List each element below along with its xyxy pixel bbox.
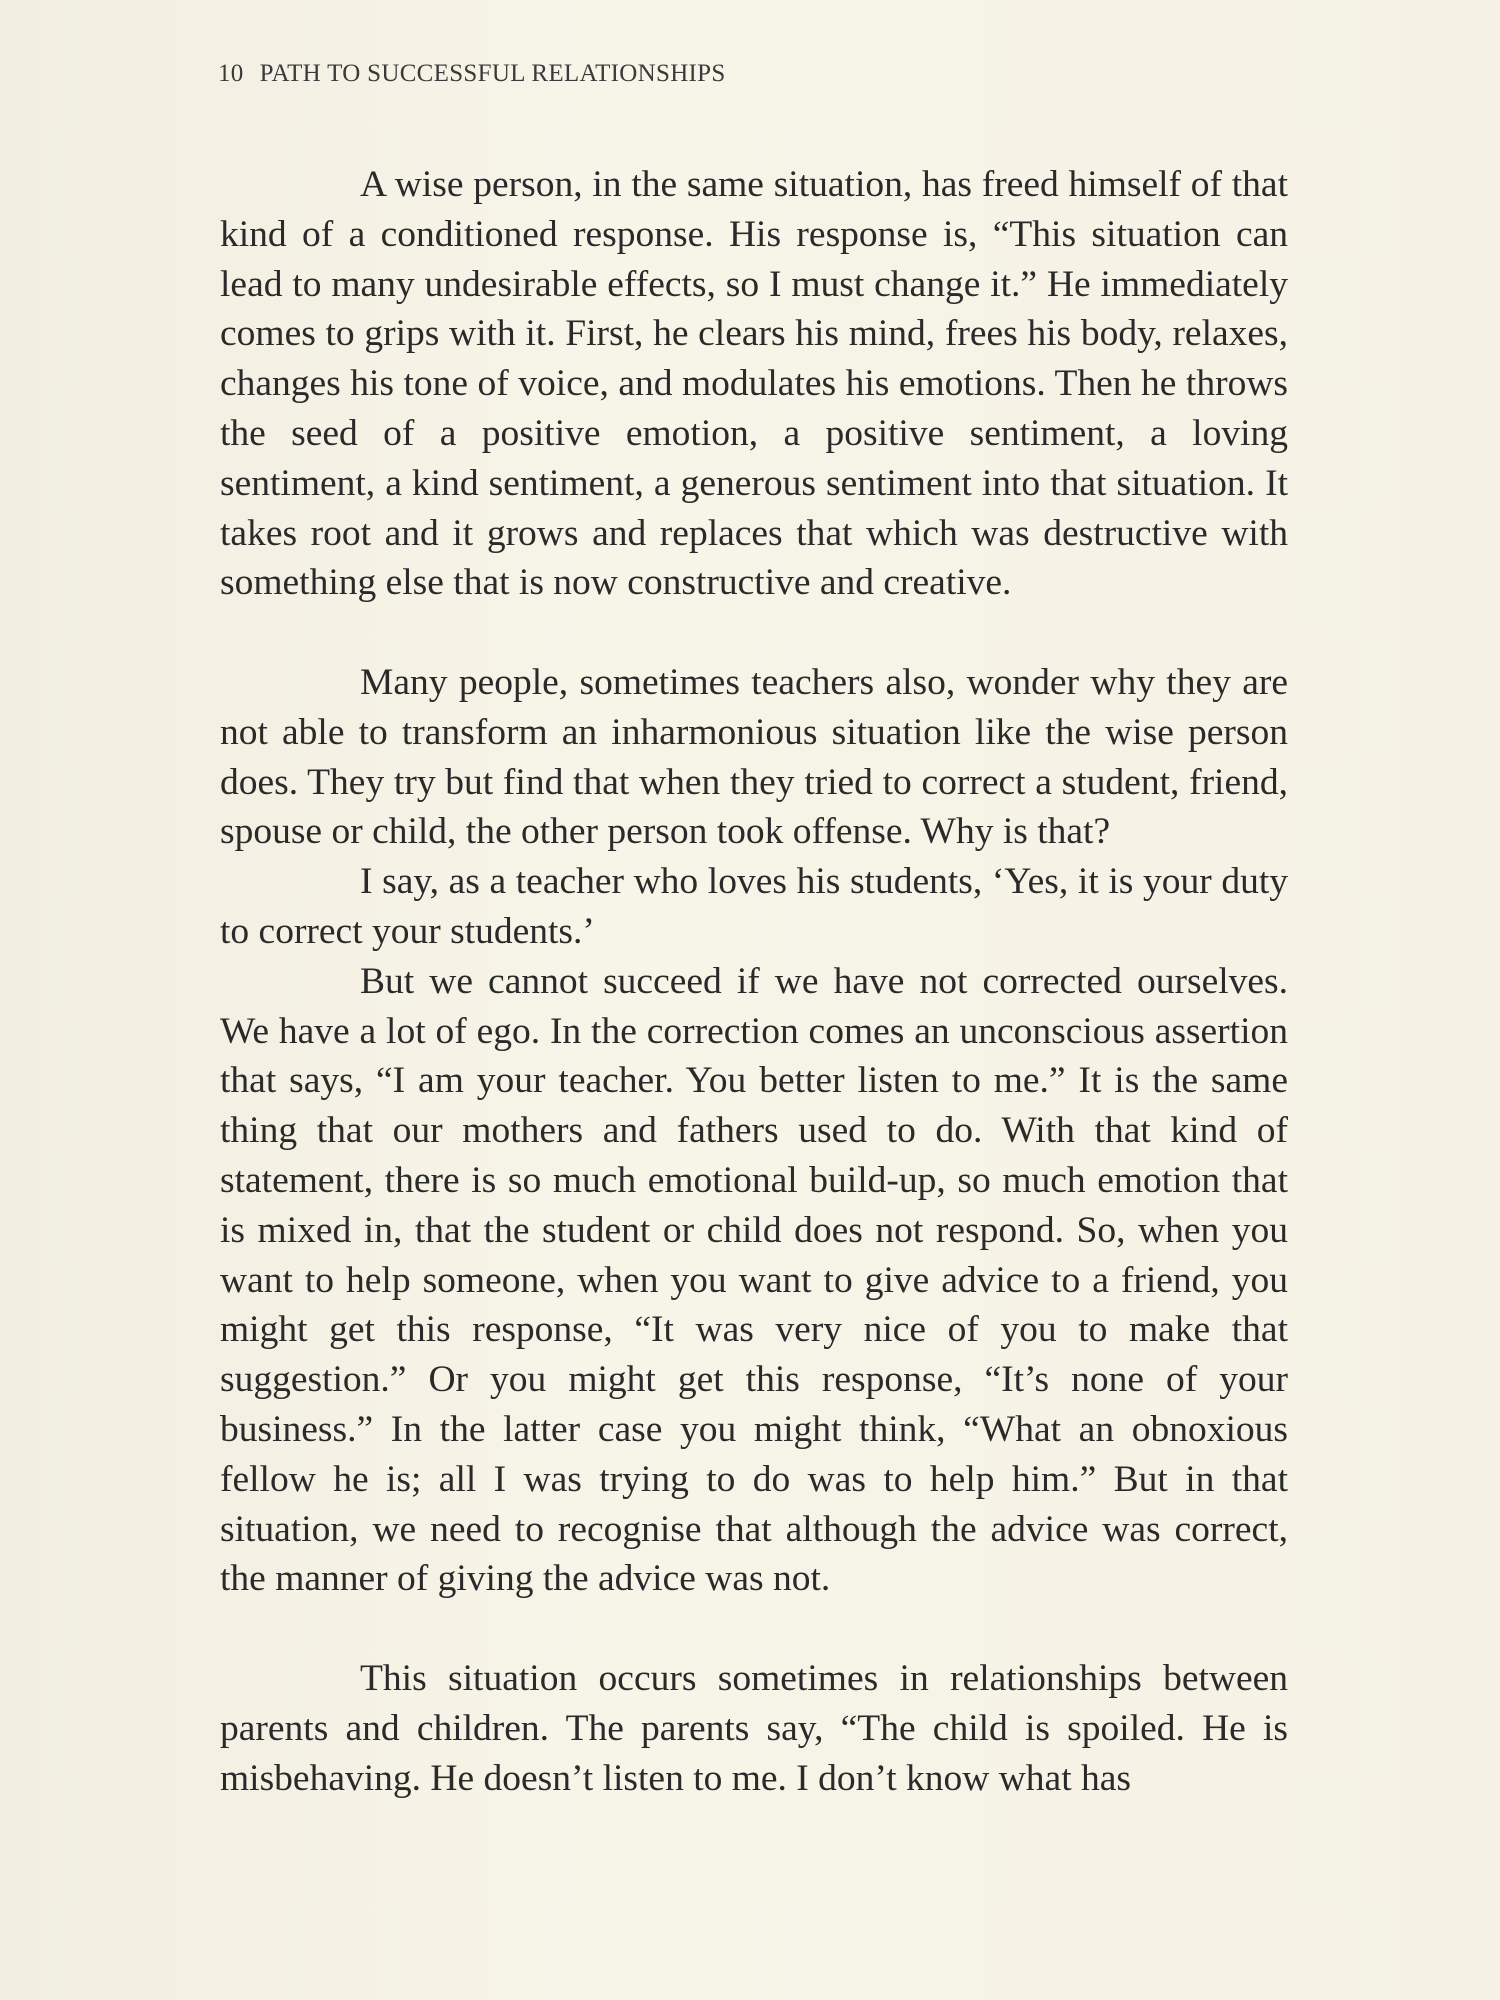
paragraph-teacher-duty: I say, as a teacher who loves his students, ‘Yes, it is your duty to correct your students.’ xyxy=(220,861,1288,952)
paragraph-many-people: Many people, sometimes teachers also, wonder why they are not able to transform an inharmonious situation like the wise person does. They try but find that when they tried to correct a student, friend, spouse or child, the other person took offense. Why is that? xyxy=(220,661,1288,853)
body-text xyxy=(220,160,1288,1803)
paragraph-parents-children: This situation occurs sometimes in relationships between parents and children. The parents say, “The child is spoiled. He is misbehaving. He doesn’t listen to me. I don’t know what has xyxy=(220,1657,1288,1799)
page-number: 10 xyxy=(218,60,244,87)
paragraph-wise-person: A wise person, in the same situation, has freed himself of that kind of a conditioned response. His response is, “This situation can lead to many undesirable effects, so I must change it.” He immediately comes to grips with it. First, he clears his mind, frees his body, relaxes, changes his tone of voice, and modulates his emotions. Then he throws the seed of a positive emotion, a positive sentiment, a loving sentiment, a kind sentiment, a generous sentiment into that situation. It takes root and it grows and replaces that which was destructive with something else that is now constructive and creative. xyxy=(220,164,1288,604)
running-head xyxy=(218,60,726,88)
paragraph-ego-correction: But we cannot succeed if we have not corrected ourselves. We have a lot of ego. In the correction comes an unconscious assertion that says, “I am your teacher. You better listen to me.” It is the same thing that our mothers and fathers used to do. With that kind of statement, there is so much emotional build-up, so much emotion that is mixed in, that the student or child does not respond. So, when you want to help someone, when you want to give advice to a friend, you might get this response, “It was very nice of you to make that suggestion.” Or you might get this response, “It’s none of your business.” In the latter case you might think, “What an obnoxious fellow he is; all I was trying to do was to help him.” But in that situation, we need to recognise that although the advice was correct, the manner of giving the advice was not. xyxy=(220,960,1288,1600)
running-title: PATH TO SUCCESSFUL RELATIONSHIPS xyxy=(259,60,726,87)
